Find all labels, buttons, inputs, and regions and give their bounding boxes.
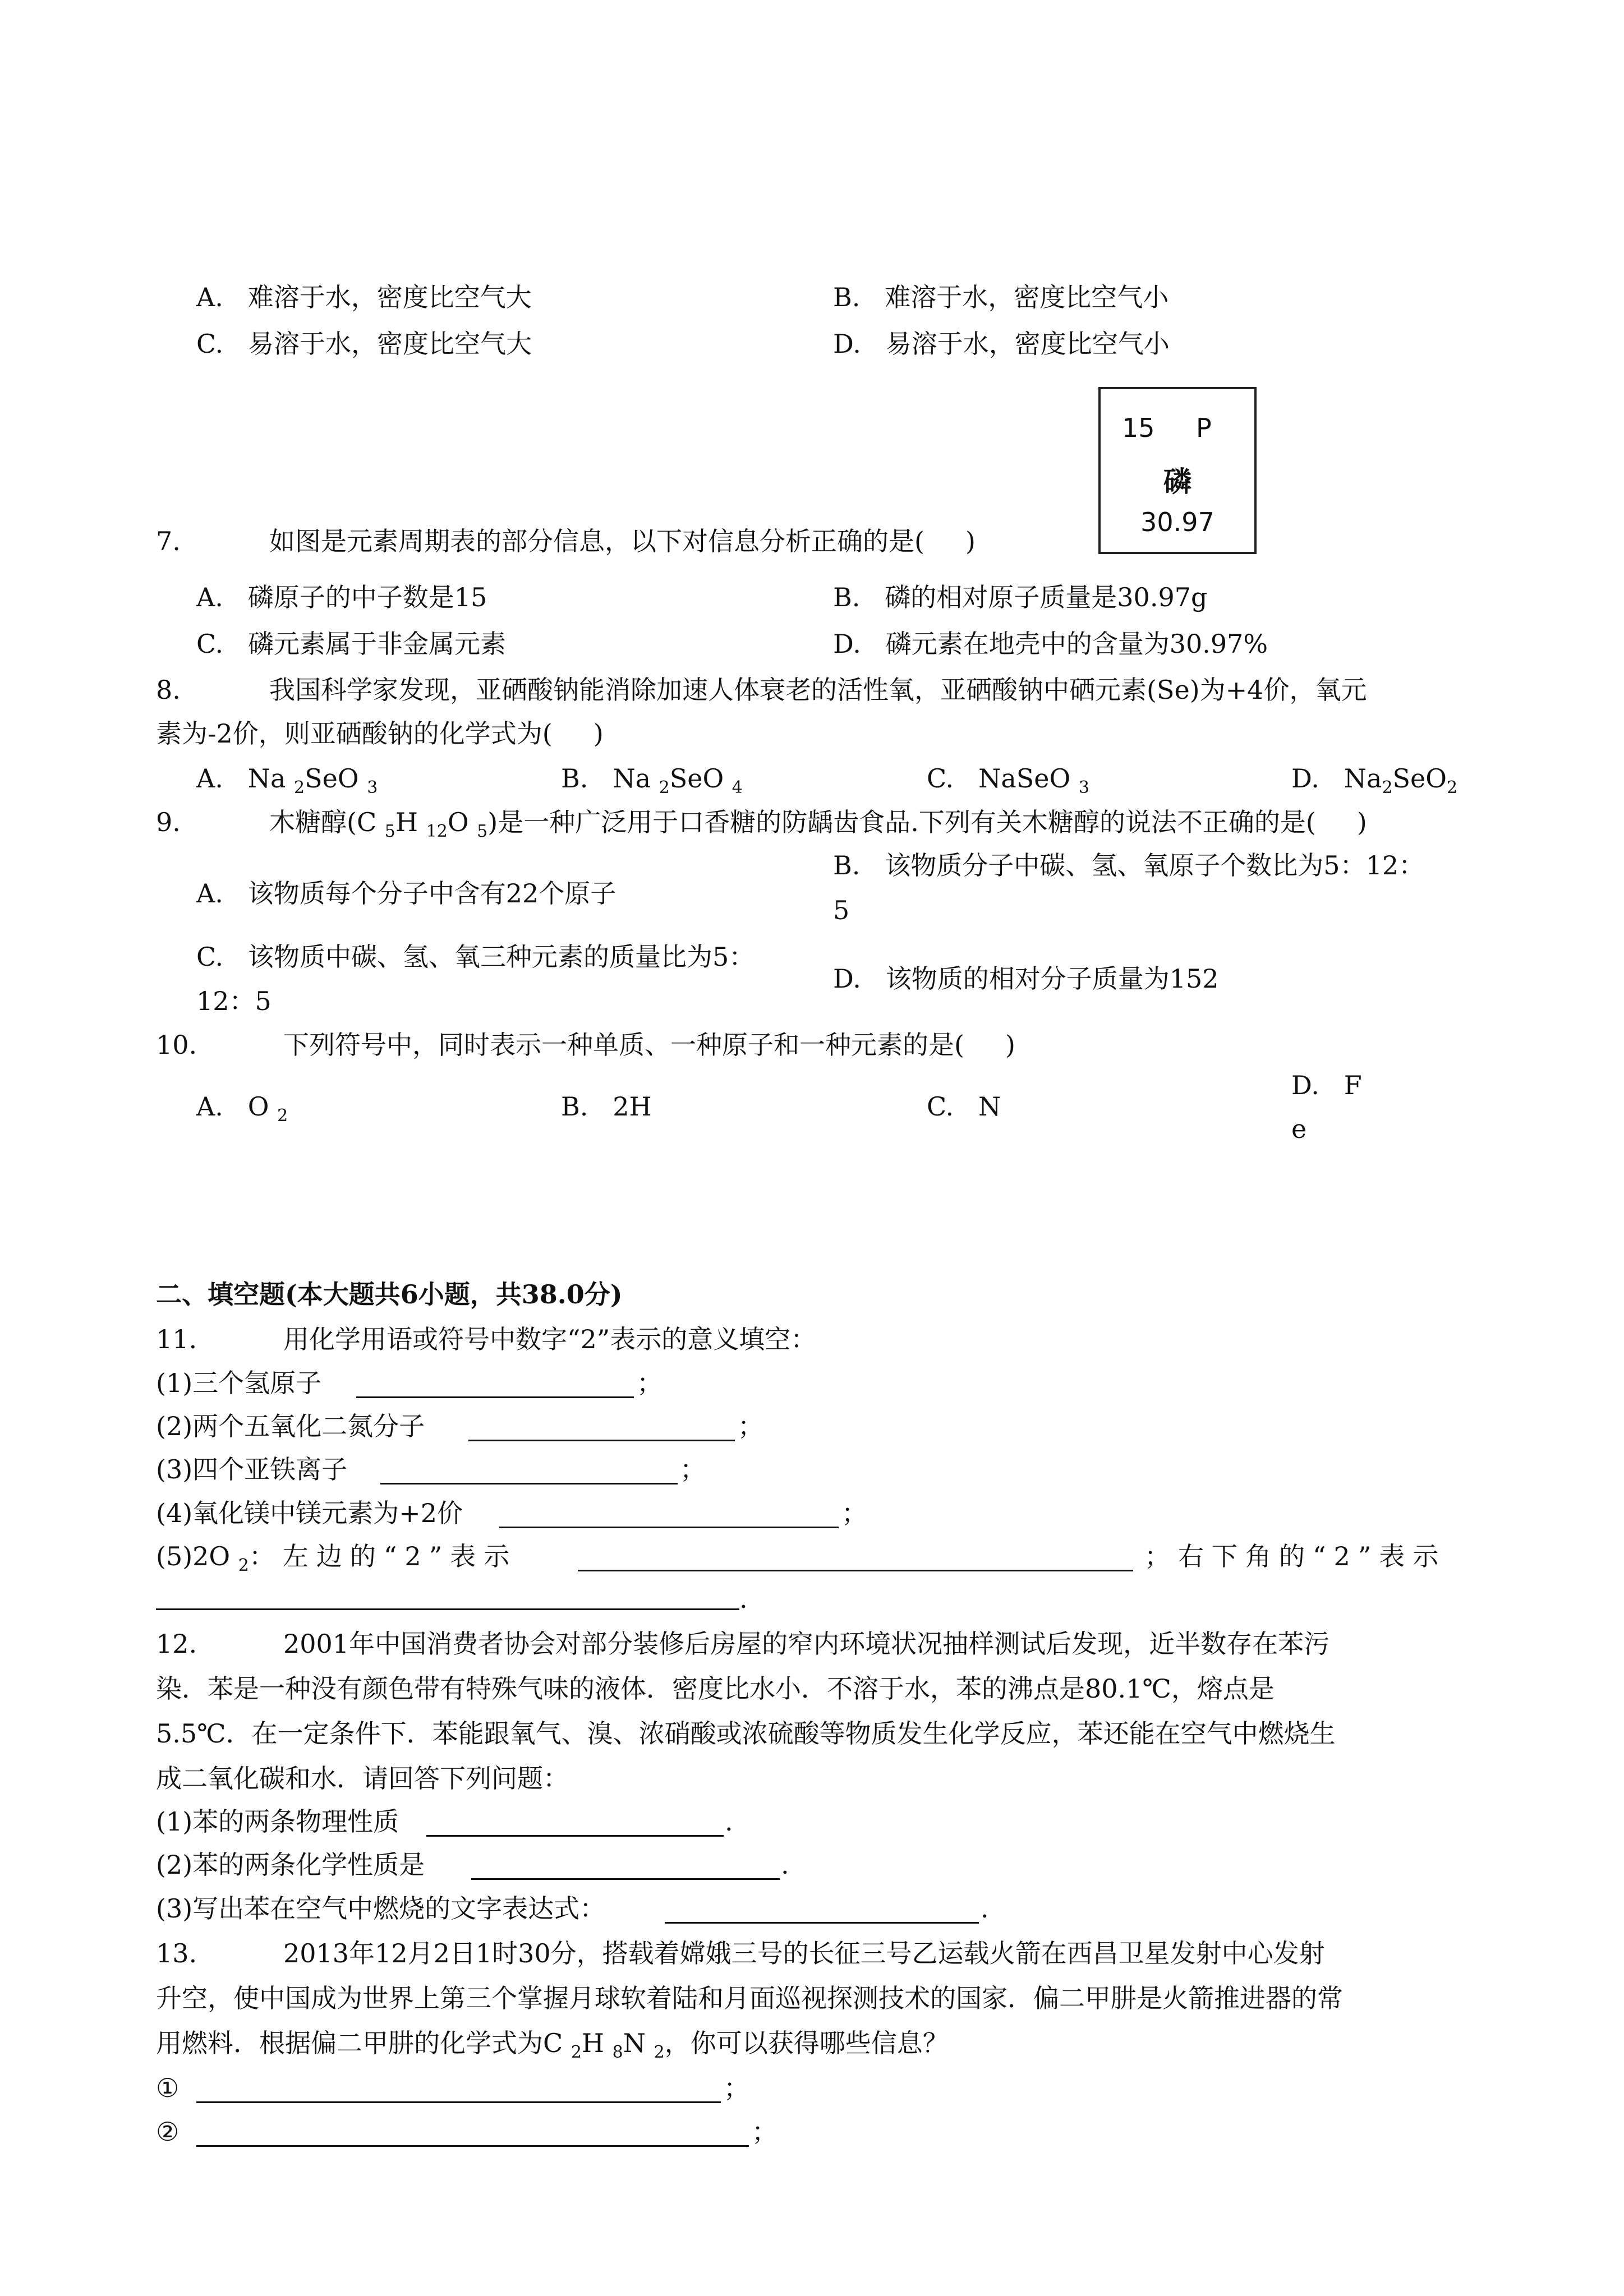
q8-option-d: D. $Na_2SeO_2$ [1291, 763, 1458, 797]
q10-stem: 下列符号中，同时表示一种单质、一种原子和一种元素的是( ) [283, 1030, 1016, 1060]
q12-part2-period: . [781, 1850, 789, 1880]
q11-part2-label: (2)两个五氧化二氮分子 [156, 1411, 425, 1441]
q12-part3-label: (3)写出苯在空气中燃烧的文字表达式： [156, 1893, 606, 1924]
q9-option-b-line2: 5 [833, 895, 850, 925]
q12-part3-answer-blank[interactable] [665, 1922, 979, 1924]
q7-stem: 如图是元素周期表的部分信息，以下对信息分析正确的是( ) [269, 526, 976, 556]
q12-part2-label: (2)苯的两条化学性质是 [156, 1850, 425, 1880]
q9-option-d: D. 该物质的相对分子质量为152 [833, 963, 1219, 994]
q6-option-c: C. 易溶于水，密度比空气大 [196, 329, 532, 359]
q11-part4-label: (4)氧化镁中镁元素为+2价 [156, 1498, 463, 1528]
q7-number: 7. [156, 526, 181, 556]
q8-stem-line2: 素为-2价，则亚硒酸钠的化学式为( ) [156, 718, 604, 749]
q11-part3-label: (3)四个亚铁离子 [156, 1454, 348, 1484]
q7-option-b: B. 磷的相对原子质量是30.97g [833, 582, 1208, 612]
q9-option-a: A. 该物质每个分子中含有22个原子 [196, 878, 617, 909]
q13-item2-semicolon: ； [752, 2117, 778, 2147]
q11-part1-semicolon: ； [637, 1368, 663, 1398]
q8-option-a: A. Na $_2$SeO $_3$ [196, 763, 378, 797]
q9-stem: 木糖醇(C $_5$H $_{12}$O $_5$)是一种广泛用于口香糖的防龋齿食品.下列有关木糖醇的说法不正确的是( ) [269, 807, 1367, 841]
q11-part4-answer-blank[interactable] [499, 1527, 839, 1528]
q7-option-a: A. 磷原子的中子数是15 [196, 582, 487, 612]
q6-option-d: D. 易溶于水，密度比空气小 [833, 329, 1170, 359]
q11-part5-label: (5)2O $_2$：左边的“2”表示 [156, 1541, 518, 1575]
q10-number: 10. [156, 1030, 197, 1060]
q10-option-c: C. N [927, 1091, 1001, 1122]
element-symbol: P [1196, 413, 1212, 443]
q8-option-c: C. NaSeO $_3$ [927, 763, 1089, 797]
q13-text-line3: 用燃料．根据偏二甲肼的化学式为C $_2$H $_8$N $_2$，你可以获得哪些信息？ [156, 2028, 949, 2062]
q10-option-d-line1: D. F [1291, 1070, 1362, 1100]
q11-part2-semicolon: ； [738, 1411, 763, 1441]
q13-item2-answer-blank[interactable] [196, 2145, 749, 2147]
q11-part5-left-answer-blank[interactable] [578, 1570, 1133, 1571]
q12-text-line4: 成二氧化碳和水．请回答下列问题： [156, 1763, 569, 1794]
q9-option-c-line1: C. 该物质中碳、氢、氧三种元素的质量比为5： [196, 942, 755, 972]
q9-option-b-line1: B. 该物质分子中碳、氢、氧原子个数比为5：12： [833, 850, 1425, 880]
q12-part1-answer-blank[interactable] [426, 1835, 724, 1837]
q11-part5-right-label: ；右下角的“2”表示 [1144, 1541, 1447, 1571]
periodic-table-cell-phosphorus [1098, 387, 1257, 554]
q9-number: 9. [156, 807, 181, 837]
q8-stem-line1: 我国科学家发现，亚硒酸钠能消除加速人体衰老的活性氧，亚硒酸钠中硒元素(Se)为+4价，氧元 [269, 675, 1367, 705]
atomic-mass: 30.97 [1140, 507, 1214, 537]
q10-option-b: B. 2H [561, 1091, 652, 1122]
q11-part1-answer-blank[interactable] [356, 1396, 634, 1398]
q12-text-line3: 5.5℃．在一定条件下．苯能跟氧气、溴、浓硝酸或浓硫酸等物质发生化学反应，苯还能在空气中燃烧生 [156, 1718, 1336, 1749]
q13-text-line2: 升空，使中国成为世界上第三个掌握月球软着陆和月面巡视探测技术的国家．偏二甲肼是火箭推进器的常 [156, 1983, 1343, 2013]
q12-part3-period: . [981, 1893, 989, 1924]
section-heading: 二、填空题(本大题共6小题，共38.0分) [156, 1279, 623, 1310]
q7-option-c: C. 磷元素属于非金属元素 [196, 629, 507, 659]
q12-part1-label: (1)苯的两条物理性质 [156, 1806, 399, 1837]
q11-part4-semicolon: ； [841, 1498, 867, 1528]
q11-part3-semicolon: ； [680, 1454, 706, 1484]
q8-option-b: B. Na $_2$SeO $_4$ [561, 763, 743, 797]
q13-item1-marker: ① [156, 2073, 180, 2103]
q13-item1-answer-blank[interactable] [196, 2101, 721, 2103]
q13-number: 13. [156, 1938, 197, 1968]
q12-text-line1: 2001年中国消费者协会对部分装修后房屋的窄内环境状况抽样测试后发现，近半数存在苯污 [283, 1629, 1330, 1659]
q7-option-d: D. 磷元素在地壳中的含量为30.97% [833, 629, 1268, 659]
q6-option-b: B. 难溶于水，密度比空气小 [833, 282, 1169, 312]
q11-part3-answer-blank[interactable] [380, 1483, 678, 1484]
q11-number: 11. [156, 1324, 197, 1354]
q12-part1-period: . [725, 1806, 733, 1837]
q13-text-line1: 2013年12月2日1时30分，搭载着嫦娥三号的长征三号乙运载火箭在西昌卫星发射中心发射 [283, 1938, 1325, 1968]
q11-stem: 用化学用语或符号中数字“2”表示的意义填空： [283, 1324, 817, 1354]
atomic-number: 15 [1122, 413, 1155, 443]
q8-number: 8. [156, 675, 181, 705]
q11-part1-label: (1)三个氢原子 [156, 1368, 322, 1398]
q12-text-line2: 染．苯是一种没有颜色带有特殊气味的液体．密度比水小．不溶于水，苯的沸点是80.1℃，熔点是 [156, 1673, 1275, 1704]
q11-part5-period: . [739, 1584, 748, 1614]
element-name: 磷 [1163, 465, 1191, 498]
q12-part2-answer-blank[interactable] [471, 1878, 780, 1880]
q13-item2-marker: ② [156, 2117, 180, 2147]
q11-part2-answer-blank[interactable] [468, 1440, 735, 1441]
q11-part5-right-answer-blank[interactable] [156, 1608, 739, 1610]
q12-number: 12. [156, 1629, 197, 1659]
q9-option-c-line2: 12：5 [196, 986, 272, 1016]
q6-option-a: A. 难溶于水，密度比空气大 [196, 282, 532, 312]
q13-item1-semicolon: ； [724, 2073, 749, 2103]
q10-option-a: A. O $_2$ [196, 1091, 288, 1126]
q10-option-d-line2: e [1291, 1114, 1307, 1144]
